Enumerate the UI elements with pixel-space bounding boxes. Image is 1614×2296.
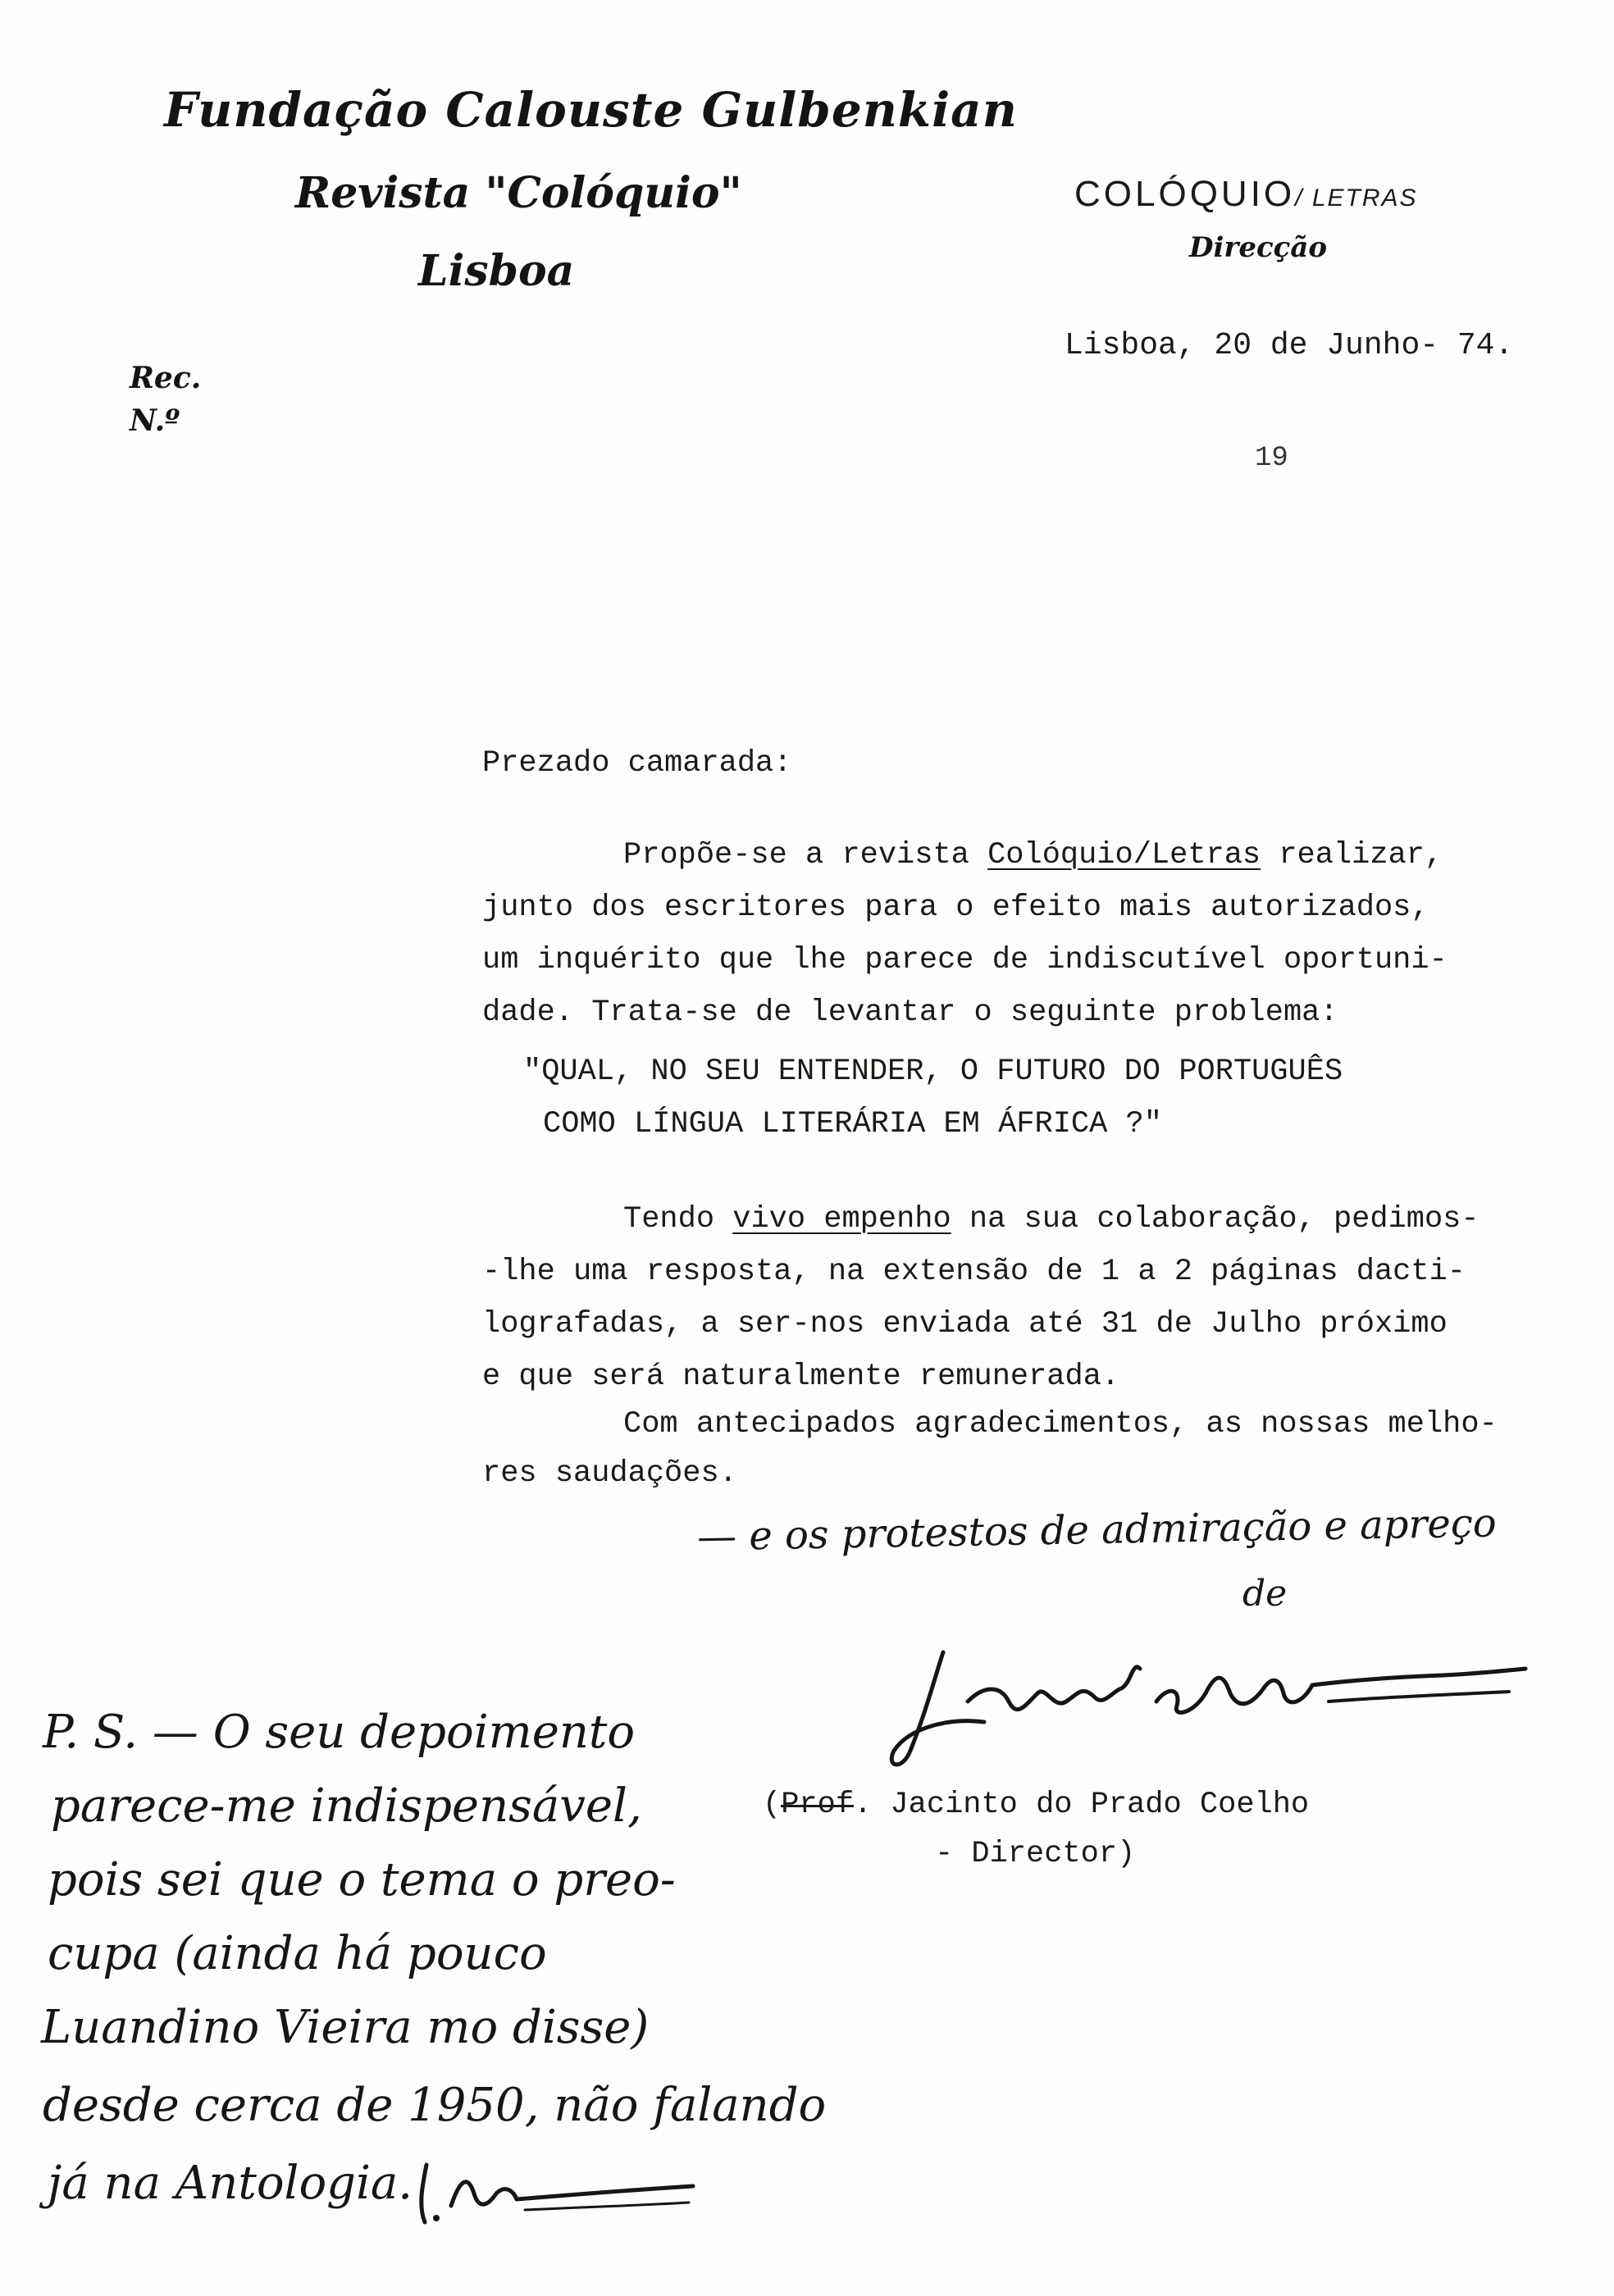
signature-drawing [886, 1628, 1542, 1775]
emphasis-text: vivo empenho [732, 1202, 951, 1237]
paragraph2-line1 [623, 1202, 1480, 1237]
signer-role: - Director) [935, 1837, 1136, 1871]
letterhead-city: Lisboa [418, 246, 575, 296]
paragraph1-text: Propõe-se a revista [623, 838, 988, 872]
paragraph2-text: na sua colaboração, pedimos- [951, 1202, 1480, 1237]
reference-number: N.º [130, 403, 180, 438]
paragraph2-line2: -lhe uma resposta, na extensão de 1 a 2 páginas dacti- [482, 1255, 1466, 1289]
question-line2: COMO LÍNGUA LITERÁRIA EM ÁFRICA ?" [543, 1107, 1162, 1141]
paragraph1-line2: junto dos escritores para o efeito mais autorizados, [482, 891, 1429, 925]
margin-note-line: Luandino Vieira mo disse) [41, 2001, 650, 2054]
letter-date: Lisboa, 20 de Junho- 74. [1065, 328, 1514, 363]
paragraph2-line3: lografadas, a ser-nos enviada até 31 de Julho próximo [482, 1307, 1448, 1342]
paragraph2-text: Tendo [623, 1202, 733, 1237]
reference-rec: Rec. [130, 361, 202, 395]
foundation-name: Fundação Calouste Gulbenkian [164, 82, 1018, 138]
direction-label: Direcção [1189, 231, 1328, 264]
margin-note-line: parece-me indispensável, [51, 1779, 642, 1833]
margin-note-line: P. S. — O seu depoimento [43, 1706, 636, 1759]
journal-title: Colóquio/Letras [987, 838, 1261, 872]
publication-name: COLÓQUIO [1074, 174, 1296, 214]
note-initials-drawing [410, 2148, 705, 2239]
paragraph2-line4: e que será naturalmente remunerada. [482, 1360, 1120, 1394]
margin-note-line: desde cerca de 1950, não falando [43, 2079, 827, 2132]
paragraph1-line1 [623, 838, 1443, 872]
paragraph1-text: realizar, [1261, 838, 1443, 872]
question-line1: "QUAL, NO SEU ENTENDER, O FUTURO DO PORTUGUÊS [523, 1055, 1343, 1089]
publication-title [1074, 174, 1418, 215]
handwritten-closing-de: de [1242, 1573, 1288, 1615]
margin-note-line: cupa (ainda há pouco [48, 1927, 547, 1980]
year-stamp: 19 [1255, 443, 1288, 474]
margin-note-line: já na Antologia. [48, 2157, 413, 2210]
revista-name: Revista "Colóquio" [295, 168, 742, 218]
margin-note-line: pois sei que o tema o preo- [48, 1853, 676, 1906]
signer-name [763, 1788, 1309, 1822]
struck-title: Prof [781, 1788, 855, 1822]
signer-name-text: . Jacinto do Prado Coelho [854, 1788, 1310, 1822]
paragraph1-line4: dade. Trata-se de levantar o seguinte problema: [482, 995, 1338, 1030]
paragraph3-line1: Com antecipados agradecimentos, as nossas melho- [623, 1407, 1498, 1442]
paragraph3-line2: res saudações. [482, 1456, 737, 1491]
publication-subtitle: / LETRAS [1295, 184, 1418, 212]
salutation: Prezado camarada: [482, 746, 792, 781]
paragraph1-line3: um inquérito que lhe parece de indiscutível oportuni- [482, 943, 1448, 977]
signer-paren: ( [763, 1788, 782, 1822]
handwritten-closing: — e os protestos de admiração e apreço [696, 1500, 1498, 1560]
